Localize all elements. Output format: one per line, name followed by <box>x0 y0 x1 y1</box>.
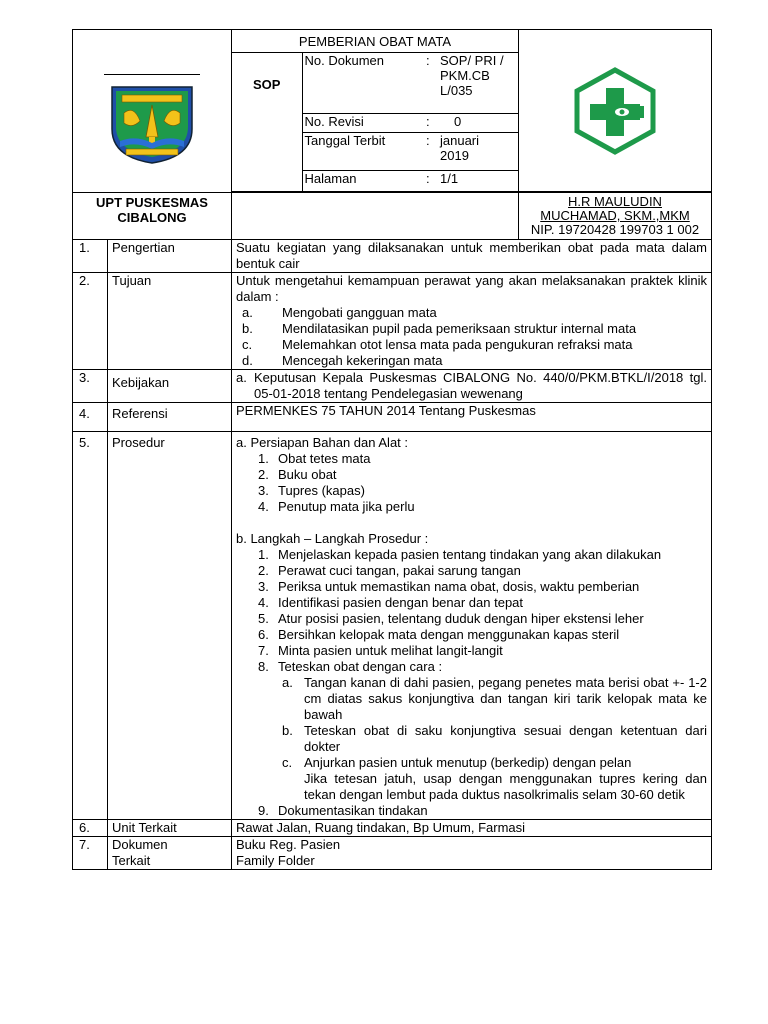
list-item <box>236 467 707 483</box>
puskesmas-logo-icon <box>570 66 660 156</box>
list-text: Mendilatasikan pupil pada pemeriksaan struktur internal mata <box>282 321 637 336</box>
list-item <box>236 370 707 402</box>
prosedur-a-head: a. Persiapan Bahan dan Alat : <box>236 435 409 450</box>
row-label: Referensi <box>108 403 232 432</box>
list-item <box>236 305 707 321</box>
row-label: Pengertian <box>108 240 232 273</box>
row-number: 3. <box>73 370 108 403</box>
list-marker: 2. <box>258 467 269 482</box>
list-text: Teteskan obat di saku konjungtiva sesuai dengan ketentuan dari dokter <box>304 723 707 754</box>
row-label-line: Dokumen <box>112 837 168 852</box>
list-marker: 1. <box>258 547 269 562</box>
list-item <box>236 611 707 627</box>
row-number: 1. <box>73 240 108 273</box>
row-label: Kebijakan <box>108 370 232 403</box>
list-text: Mengobati gangguan mata <box>282 305 437 320</box>
list-marker: 9. <box>258 803 269 818</box>
referensi-text: PERMENKES 75 TAHUN 2014 Tentang Puskesmas <box>232 403 712 432</box>
list-marker: a. <box>242 305 253 320</box>
list-item <box>236 643 707 659</box>
sop-label: SOP <box>232 53 302 192</box>
signer-name-1: H.R MAULUDIN <box>568 194 662 209</box>
list-text: Dokumentasikan tindakan <box>278 803 428 818</box>
list-text: Obat tetes mata <box>278 451 371 466</box>
list-text: Atur posisi pasien, telentang duduk dengan hiper ekstensi leher <box>278 611 644 626</box>
list-item <box>236 659 707 675</box>
kebijakan-cell <box>232 370 712 403</box>
list-text: Tupres (kapas) <box>278 483 365 498</box>
list-item <box>236 337 707 353</box>
list-marker: 4. <box>258 499 269 514</box>
list-marker: 1. <box>258 451 269 466</box>
dokumen-line: Buku Reg. Pasien <box>236 837 341 852</box>
signer-name-2: MUCHAMAD, SKM.,MKM <box>540 208 690 223</box>
sub-list-item <box>236 755 707 771</box>
signer-block <box>519 193 712 240</box>
row-label: Prosedur <box>108 432 232 820</box>
meta-value: januari 2019 <box>438 133 518 171</box>
row-number: 4. <box>73 403 108 432</box>
row-number: 2. <box>73 273 108 370</box>
signer-nip: NIP. 19720428 199703 1 002 <box>530 222 700 237</box>
list-item <box>236 483 707 499</box>
unit-terkait-text: Rawat Jalan, Ruang tindakan, Bp Umum, Farmasi <box>232 820 712 837</box>
list-text: Periksa untuk memastikan nama obat, dosis, waktu pemberian <box>278 579 640 594</box>
list-text: Identifikasi pasien dengan benar dan tepat <box>278 595 524 610</box>
meta-value: 0 <box>438 114 518 133</box>
list-item <box>236 353 707 369</box>
right-logo-cell <box>519 30 712 192</box>
row-number: 5. <box>73 432 108 820</box>
list-text: Anjurkan pasien untuk menutup (berkedip) dengan pelan <box>304 755 632 770</box>
list-marker: b. <box>242 321 253 336</box>
list-marker: 2. <box>258 563 269 578</box>
org-spacer <box>232 193 519 240</box>
row-label <box>108 837 232 870</box>
list-item <box>236 627 707 643</box>
title-meta-table <box>232 30 518 191</box>
list-marker: a. <box>236 370 247 385</box>
list-text: Buku obat <box>278 467 337 482</box>
sub-list-item <box>236 723 707 755</box>
list-marker: c. <box>242 337 253 352</box>
prosedur-b-head: b. Langkah – Langkah Prosedur : <box>236 531 429 546</box>
org-name: UPT PUSKESMAS CIBALONG <box>73 193 232 240</box>
list-text: Tangan kanan di dahi pasien, pegang penetes mata berisi obat +- 1-2 cm diatas sakus konjungtiva dan tangan kiri tarik kelopak mata ke bawah <box>304 675 707 722</box>
sop-table <box>72 29 712 870</box>
list-marker: 5. <box>258 611 269 626</box>
dokumen-terkait-cell <box>232 837 712 870</box>
meta-label: No. Dokumen <box>304 53 384 68</box>
tujuan-intro: Untuk mengetahui kemampuan perawat yang akan melaksanakan praktek klinik dalam : <box>236 273 707 304</box>
meta-sep: : <box>424 114 438 133</box>
list-marker: 4. <box>258 595 269 610</box>
list-marker: d. <box>242 353 253 368</box>
left-logo-cell <box>73 30 232 193</box>
meta-value: 1/1 <box>438 171 518 192</box>
list-marker: 3. <box>258 579 269 594</box>
list-item <box>236 547 707 563</box>
document-title: PEMBERIAN OBAT MATA <box>232 30 518 53</box>
list-marker: a. <box>282 675 293 690</box>
row-number: 6. <box>73 820 108 837</box>
list-text: Keputusan Kepala Puskesmas CIBALONG No. 440/0/PKM.BTKL/I/2018 tgl. 05-01-2018 tentang Pendelegasian wewenang <box>254 370 707 401</box>
list-text: Menjelaskan kepada pasien tentang tindakan yang akan dilakukan <box>278 547 662 562</box>
list-text: Penutup mata jika perlu <box>278 499 415 514</box>
meta-label: No. Revisi <box>302 114 424 133</box>
dokumen-line: Family Folder <box>236 853 315 868</box>
list-item <box>236 595 707 611</box>
list-text: Perawat cuci tangan, pakai sarung tangan <box>278 563 521 578</box>
title-block <box>232 30 519 192</box>
meta-value: SOP/ PRI / PKM.CB L/035 <box>440 53 504 98</box>
meta-label: Tanggal Terbit <box>302 133 424 171</box>
row-number: 7. <box>73 837 108 870</box>
row-label-line: Terkait <box>112 853 151 868</box>
list-text: Mencegah kekeringan mata <box>282 353 443 368</box>
spacer <box>236 515 707 531</box>
list-item <box>236 563 707 579</box>
sub-list-item <box>236 675 707 723</box>
prosedur-cell <box>232 432 712 820</box>
list-item <box>236 451 707 467</box>
list-marker: b. <box>282 723 293 738</box>
list-item <box>236 321 707 337</box>
row-label: Unit Terkait <box>108 820 232 837</box>
pengertian-text: Suatu kegiatan yang dilaksanakan untuk memberikan obat pada mata dalam bentuk cair <box>232 240 712 273</box>
kabupaten-tasikmalaya-emblem-icon <box>106 77 198 165</box>
tujuan-cell <box>232 273 712 370</box>
list-marker: 8. <box>258 659 269 674</box>
list-marker: 3. <box>258 483 269 498</box>
list-marker: c. <box>282 755 293 770</box>
meta-sep: : <box>424 133 438 171</box>
sub-list-extra: Jika tetesan jatuh, usap dengan menggunakan tupres kering dan tekan dengan lembut pada duktus nasolkrimalis selam 30-60 detik <box>304 771 707 802</box>
list-item <box>236 579 707 595</box>
sop-document <box>72 29 711 870</box>
meta-sep: : <box>426 53 430 68</box>
list-item <box>236 803 707 819</box>
list-text: Teteskan obat dengan cara : <box>278 659 443 674</box>
list-marker: 6. <box>258 627 269 642</box>
list-item <box>236 499 707 515</box>
meta-sep: : <box>424 171 438 192</box>
list-marker: 7. <box>258 643 269 658</box>
list-text: Bersihkan kelopak mata dengan menggunakan kapas steril <box>278 627 620 642</box>
list-text: Minta pasien untuk melihat langit-langit <box>278 643 503 658</box>
row-label: Tujuan <box>108 273 232 370</box>
meta-label: Halaman <box>302 171 424 192</box>
list-text: Melemahkan otot lensa mata pada pengukuran refraksi mata <box>282 337 633 352</box>
